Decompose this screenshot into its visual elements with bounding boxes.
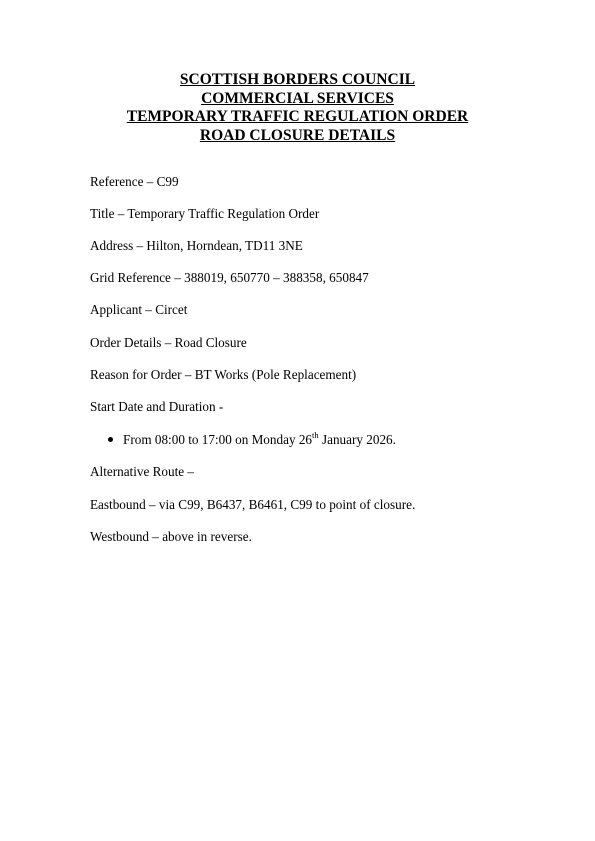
address-line: Address – Hilton, Horndean, TD11 3NE (90, 238, 303, 253)
grid-reference-line: Grid Reference – 388019, 650770 – 388358, 650847 (90, 270, 369, 285)
document-header (0, 71, 595, 145)
closure-details-heading: ROAD CLOSURE DETAILS (199, 126, 396, 144)
council-name: SCOTTISH BORDERS COUNCIL (179, 71, 416, 88)
eastbound-route-line: Eastbound – via C99, B6437, B6461, C99 to point of closure. (90, 497, 416, 512)
ordinal-suffix: th (312, 429, 319, 440)
schedule-text-start: From 08:00 to 17:00 on Monday 26 (123, 432, 313, 447)
schedule-list-item (108, 429, 396, 448)
start-date-heading: Start Date and Duration - (90, 399, 224, 414)
westbound-route-line: Westbound – above in reverse. (90, 529, 252, 544)
order-details-line: Order Details – Road Closure (90, 335, 247, 350)
department-name: COMMERCIAL SERVICES (201, 89, 394, 107)
title-line: Title – Temporary Traffic Regulation Order (90, 206, 320, 221)
order-type-heading: TEMPORARY TRAFFIC REGULATION ORDER (126, 108, 469, 125)
reference-line: Reference – C99 (90, 174, 179, 189)
applicant-line: Applicant – Circet (90, 302, 188, 317)
alternative-route-heading: Alternative Route – (90, 464, 195, 479)
schedule-text-end: January 2026. (318, 432, 396, 447)
bullet-icon (108, 437, 113, 442)
reason-line: Reason for Order – BT Works (Pole Replacement) (90, 367, 357, 382)
